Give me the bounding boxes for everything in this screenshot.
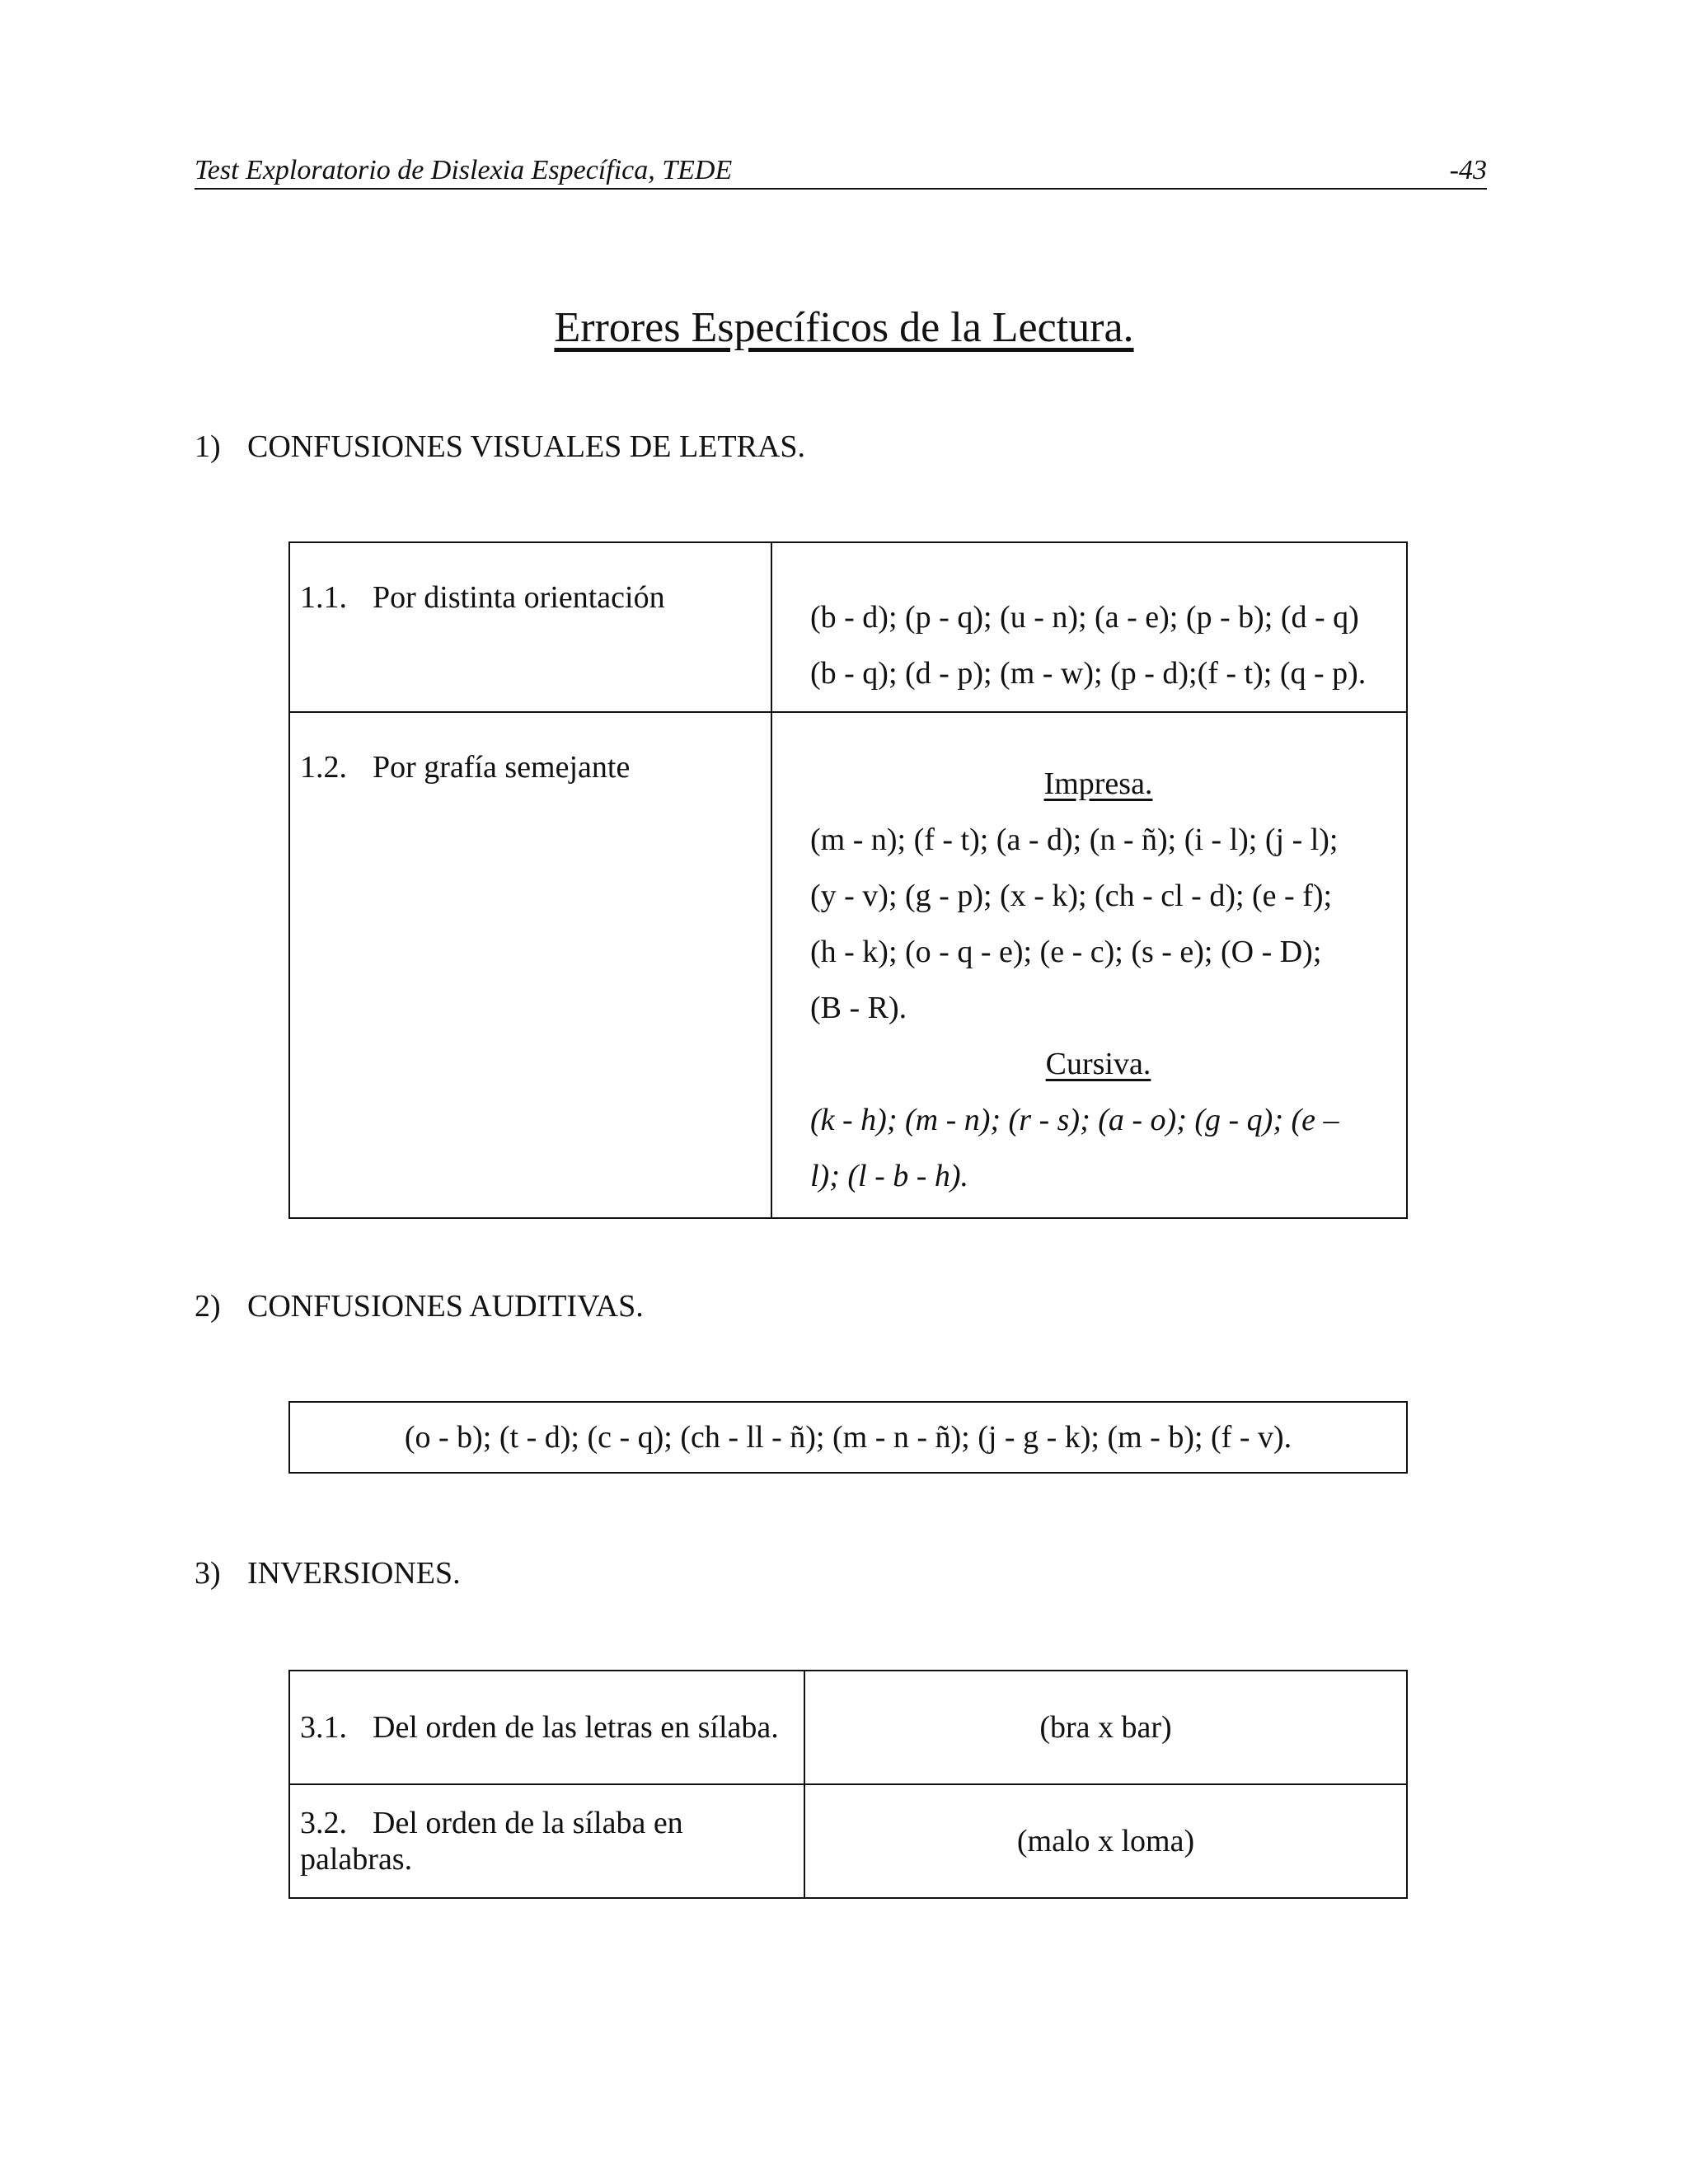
content-line: (B - R). <box>810 991 907 1025</box>
row-number: 3.1. <box>300 1710 347 1745</box>
similar-graphics-pairs <box>810 756 1386 1204</box>
row-label: Por grafía semejante <box>373 750 631 785</box>
page-title: Errores Específicos de la Lectura. <box>554 304 1134 351</box>
row-number: 1.1. <box>300 580 347 615</box>
row-label: Por distinta orientación <box>373 580 665 615</box>
inversions-table <box>288 1670 1408 1899</box>
row-label-cell <box>289 1784 804 1898</box>
section-1-number: 1) <box>195 429 221 464</box>
row-label: Del orden de las letras en sílaba. <box>373 1710 779 1745</box>
row-label-cell <box>289 542 771 712</box>
row-number: 1.2. <box>300 750 347 785</box>
row-content-cell <box>771 712 1407 1218</box>
table-row <box>289 542 1407 712</box>
row-label-cell <box>289 712 771 1218</box>
visual-confusions-table <box>288 541 1408 1219</box>
content-line: (m - n); (f - t); (a - d); (n - ñ); (i - l); (j - l); <box>810 823 1339 857</box>
row-label-cell <box>289 1671 804 1784</box>
running-header <box>195 155 1487 190</box>
auditory-confusions-box <box>288 1401 1408 1474</box>
section-2-title: CONFUSIONES AUDITIVAS. <box>247 1289 644 1324</box>
auditory-pairs: (o - b); (t - d); (c - q); (ch - ll - ñ); (m - n - ñ); (j - g - k); (m - b); (f - v). <box>289 1402 1407 1473</box>
table-row <box>289 1402 1407 1473</box>
row-content-cell <box>771 542 1407 712</box>
row-number: 3.2. <box>300 1806 347 1840</box>
content-line: l); (l - b - h). <box>810 1159 969 1193</box>
page-number: -43 <box>1449 155 1487 185</box>
section-2-heading <box>195 1288 644 1324</box>
section-1-heading <box>195 429 805 465</box>
section-3-number: 3) <box>195 1556 221 1591</box>
impresa-heading: Impresa. <box>1043 766 1153 801</box>
orientation-pairs <box>810 589 1405 701</box>
section-3-heading <box>195 1555 461 1591</box>
section-1-title: CONFUSIONES VISUALES DE LETRAS. <box>247 429 806 464</box>
section-3-title: INVERSIONES. <box>247 1556 461 1591</box>
row-example: (bra x bar) <box>804 1671 1407 1784</box>
cursiva-heading: Cursiva. <box>1045 1047 1151 1081</box>
content-line: (h - k); (o - q - e); (e - c); (s - e); (O - D); <box>810 935 1322 969</box>
content-line: (y - v); (g - p); (x - k); (ch - cl - d); (e - f); <box>810 879 1333 913</box>
header-title: Test Exploratorio de Dislexia Específica, TEDE <box>195 155 733 185</box>
table-row <box>289 712 1407 1218</box>
table-row <box>289 1671 1407 1784</box>
section-2-number: 2) <box>195 1289 221 1324</box>
content-line: (k - h); (m - n); (r - s); (a - o); (g - q); (e – <box>810 1103 1339 1137</box>
row-example: (malo x loma) <box>804 1784 1407 1898</box>
content-line: (b - q); (d - p); (m - w); (p - d);(f - t); (q - p). <box>810 656 1367 691</box>
content-line: (b - d); (p - q); (u - n); (a - e); (p - b); (d - q) <box>810 600 1359 635</box>
row-label: Del orden de la sílaba en palabras. <box>300 1806 683 1877</box>
table-row <box>289 1784 1407 1898</box>
